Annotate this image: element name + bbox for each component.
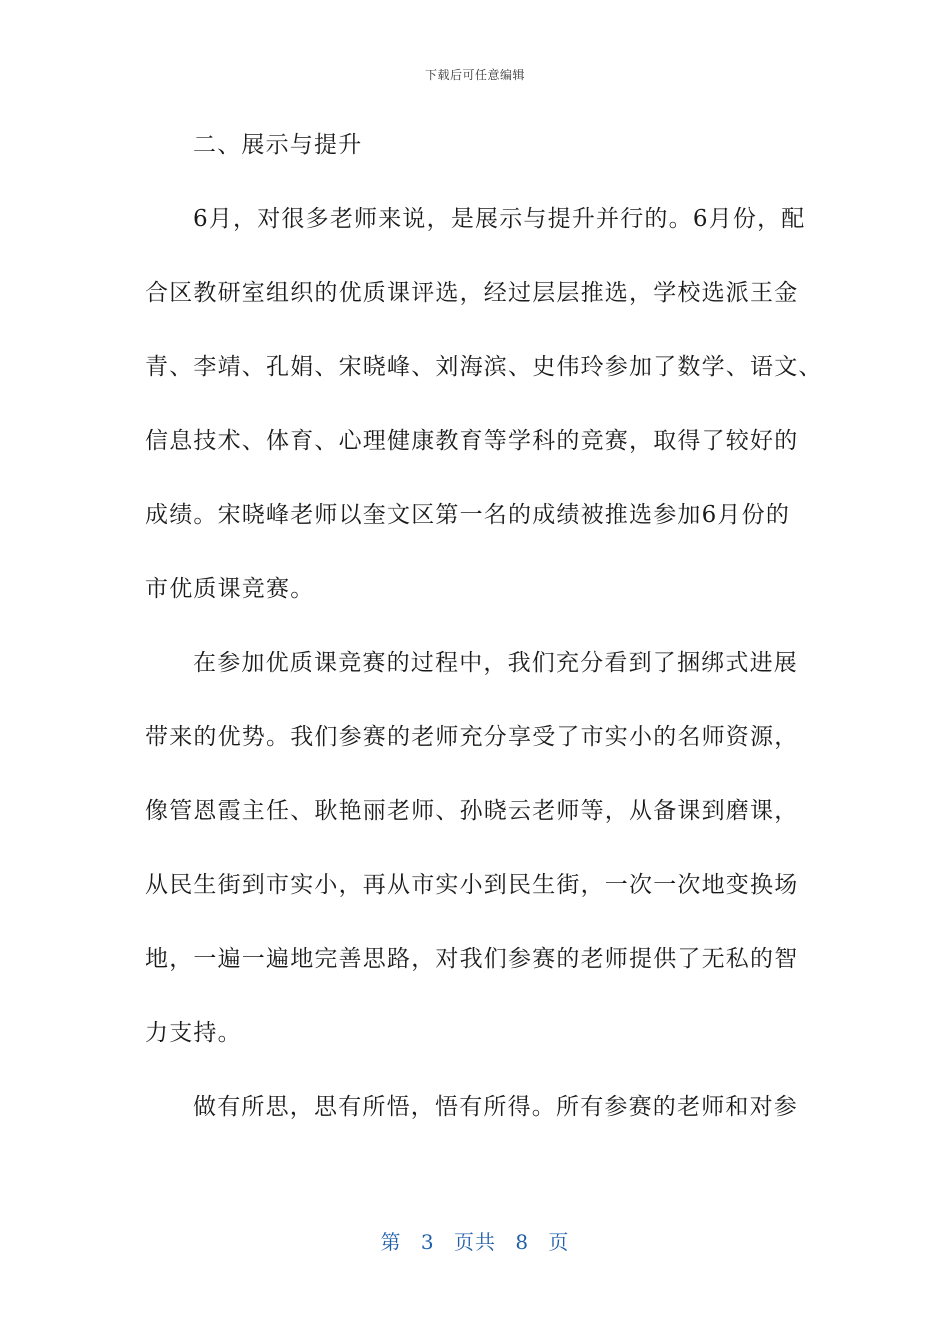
paragraph-line: 市优质课竞赛。 [145, 576, 315, 602]
paragraph-line: 从民生街到市实小，再从市实小到民生街，一次一次地变换场 [145, 872, 799, 898]
document-body [145, 122, 823, 1158]
page-header-note: 下载后可任意编辑 [424, 68, 525, 82]
paragraph-line: 力支持。 [145, 1020, 242, 1046]
paragraph-line: 像管恩霞主任、耿艳丽老师、孙晓云老师等，从备课到磨课， [145, 798, 799, 824]
paragraph-line: 带来的优势。我们参赛的老师充分享受了市实小的名师资源， [145, 724, 799, 750]
paragraph-line: 信息技术、体育、心理健康教育等学科的竞赛，取得了较好的 [145, 428, 799, 454]
page-number-footer: 第 3 页共 8 页 [380, 1230, 570, 1254]
paragraph-line: 在参加优质课竞赛的过程中，我们充分看到了捆绑式进展 [193, 650, 798, 676]
paragraph-line: 成绩。宋晓峰老师以奎文区第一名的成绩被推选参加6月份的 [145, 502, 791, 528]
paragraph-line: 青、李靖、孔娟、宋晓峰、刘海滨、史伟玲参加了数学、语文、 [145, 354, 823, 380]
paragraph-line: 合区教研室组织的优质课评选，经过层层推选，学校选派王金 [145, 280, 799, 306]
paragraph-line: 做有所思，思有所悟，悟有所得。所有参赛的老师和对参 [193, 1094, 798, 1120]
paragraph-line: 地，一遍一遍地完善思路，对我们参赛的老师提供了无私的智 [145, 946, 799, 972]
paragraph-line: 6月，对很多老师来说，是展示与提升并行的。6月份，配 [193, 206, 806, 232]
section-heading: 二、展示与提升 [193, 132, 363, 158]
